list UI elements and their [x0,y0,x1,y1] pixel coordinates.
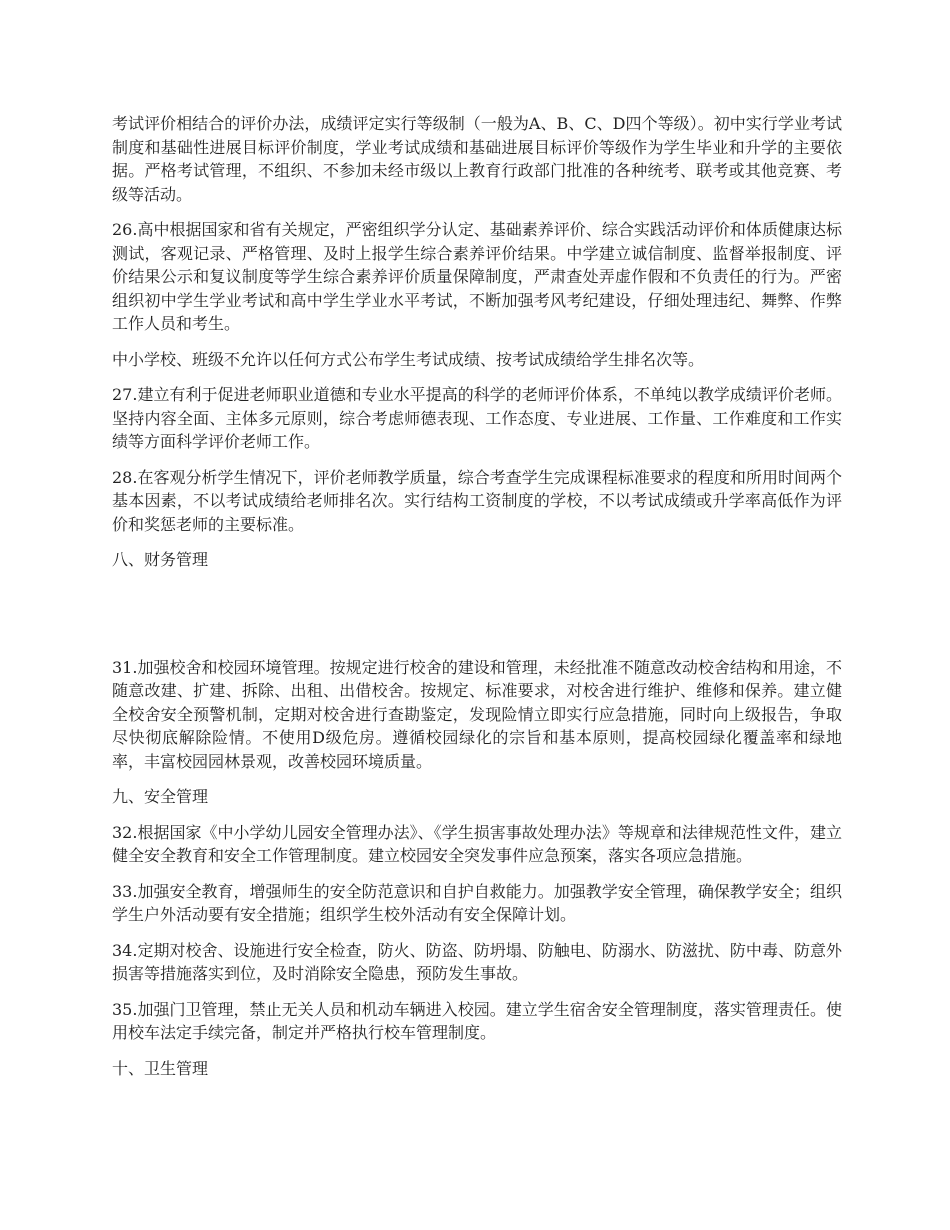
paragraph-32: 32.根据国家《中小学幼儿园安全管理办法》、《学生损害事故处理办法》等规章和法律规范性文件，建立健全安全教育和安全工作管理制度。建立校园安全突发事件应急预案，落实各项应急措施。 [112,822,842,865]
section-heading-finance: 八、财务管理 [112,550,209,569]
paragraph-26: 26.高中根据国家和省有关规定，严密组织学分认定、基础素养评价、综合实践活动评价和体质健康达标测试，客观记录、严格管理、及时上报学生综合素养评价结果。中学建立诚信制度、监督举报制度、评价结果公示和复议制度等学生综合素养评价质量保障制度，严肃查处弄虚作假和不负责任的行为。严密组织初中学生学业考试和高中学生学业水平考试，不断加强考风考纪建设，仔细处理违纪、舞弊、作弊工作人员和考生。 [112,220,842,333]
section-heading-health: 十、卫生管理 [112,1058,209,1078]
paragraph-33: 33.加强安全教育，增强师生的安全防范意识和自护自救能力。加强教学安全管理，确保教学安全；组织学生户外活动要有安全措施；组织学生校外活动有安全保障计划。 [112,881,842,924]
paragraph-34: 34.定期对校舍、设施进行安全检查，防火、防盗、防坍塌、防触电、防溺水、防滋扰、防中毒、防意外损害等措施落实到位，及时消除安全隐患，预防发生事故。 [112,940,842,983]
section-heading-safety: 九、安全管理 [112,787,209,806]
paragraph-31: 31.加强校舍和校园环境管理。按规定进行校舍的建设和管理，未经批准不随意改动校舍结构和用途，不随意改建、扩建、拆除、出租、出借校舍。按规定、标准要求，对校舍进行维护、维修和保养。建立健全校舍安全预警机制，定期对校舍进行查勘鉴定，发现险情立即实行应急措施，同时向上级报告，争取尽快彻底解除险情。不使用D级危房。遵循校园绿化的宗旨和基本原则，提高校园绿化覆盖率和绿地率，丰富校园园林景观，改善校园环境质量。 [112,657,842,771]
paragraph-35: 35.加强门卫管理，禁止无关人员和机动车辆进入校园。建立学生宿舍安全管理制度，落实管理责任。使用校车法定手续完备，制定并严格执行校车管理制度。 [112,999,842,1042]
paragraph-exam-evaluation: 考试评价相结合的评价办法，成绩评定实行等级制（一般为A、B、C、D四个等级）。初中实行学业考试制度和基础性进展目标评价制度，学业考试成绩和基础进展目标评价等级作为学生毕业和升学的主要依据。严格考试管理，不组织、不参加未经市级以上教育行政部门批准的各种统考、联考或其他竞赛、考级等活动。 [112,114,842,204]
document-body [112,112,842,1092]
paragraph-ranking-ban: 中小学校、班级不允许以任何方式公布学生考试成绩、按考试成绩给学生排名次等。 [112,349,705,369]
paragraph-28: 28.在客观分析学生情况下，评价老师教学质量，综合考查学生完成课程标准要求的程度和所用时间两个基本因素，不以考试成绩给老师排名次。实行结构工资制度的学校，不以考试成绩或升学率高低作为评价和奖惩老师的主要标准。 [112,467,842,534]
blank-gap [112,584,842,656]
paragraph-27: 27.建立有利于促进老师职业道德和专业水平提高的科学的老师评价体系，不单纯以教学成绩评价老师。坚持内容全面、主体多元原则，综合考虑师德表现、工作态度、专业进展、工作量、工作难度和工作实绩等方面科学评价老师工作。 [112,385,842,451]
